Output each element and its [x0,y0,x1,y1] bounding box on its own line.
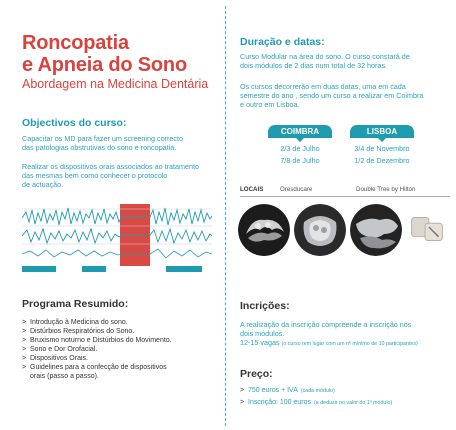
program-item-text: Introdução à Medicina do sono. [30,319,128,326]
venues-rule [240,196,450,197]
coimbra-date-1: 2/3 de Julho [280,144,320,153]
duration-paragraph [240,52,452,70]
price-item [240,386,452,396]
session-city-coimbra: COIMBRA [268,125,332,138]
program-list [22,318,222,381]
program-item-text: orais (passo a passo). [30,373,99,380]
chevron-right-icon: > [22,319,27,326]
lisboa-date-2: 1/2 de Dezembro [354,156,410,165]
objectives-p2-line-1: Realizar os dispositivos orais associados ao tratamento [22,162,199,171]
coimbra-date-2: 7/8 de Julho [280,156,320,165]
chevron-right-icon: > [22,364,27,371]
vacancies-line [240,338,452,349]
waveform-trace-middle [22,229,212,243]
program-item [22,336,222,345]
price-main: Inscrição: 100 euros [248,399,312,406]
objectives-p1-line-1: Capacitar os MD para fazer um screening correcto [22,134,183,143]
price-heading: Preço: [240,368,273,380]
program-heading: Programa Resumido: [22,298,129,310]
objectives-p2-line-2: das mesmas bem como conhecer o protocolo [22,171,168,180]
dental-model-photo-1 [238,204,290,256]
courses-line-1: Os cursos decorrerão em duas datas, uma em cada [240,82,406,91]
sleep-waveform-illustration [22,204,212,274]
chevron-right-icon: > [240,399,245,406]
registration-paragraph [240,320,452,349]
objectives-p1-line-2: das patologias obstrutivas do sono e roncopatia. [22,143,177,152]
dental-model-photo-2 [294,204,346,256]
objectives-paragraph-2 [22,162,222,189]
duration-heading: Duração e datas: [240,36,325,48]
program-item [22,327,222,336]
venue-lisboa: Double Tree by Hilton [356,186,416,193]
waveform-trace-top [22,208,212,225]
program-item-text: Bruxismo noturno e Distúrbios do Movimento. [30,337,172,344]
registration-line-2: dois módulos. [240,329,285,338]
courses-line-3: e outro em Lisboa. [240,100,300,109]
event-bar-3 [166,266,202,272]
oral-appliance-photo [402,204,452,254]
registration-heading: Incrições: [240,300,290,312]
title-line-2: e Apneia do Sono [22,54,187,76]
program-item [22,354,222,363]
courses-line-2: semestre do ano , sendo um curso a realizar em Coimbra [240,91,424,100]
chevron-right-icon: > [22,346,27,353]
program-item-text: Sono e Dor Orofacial. [30,346,98,353]
vacancies-note: (o curso tem lugar com um nº mínimo de 10 participantes) [281,341,418,347]
course-title [22,32,222,76]
price-note: (a deduzir no valor do 1º módulo) [314,400,393,406]
lisboa-date-1: 3/4 de Novembro [354,144,410,153]
price-main: 750 euros + IVA [248,387,298,394]
course-subtitle: Abordagem na Medicina Dentária [22,77,209,91]
price-note: (cada módulo) [300,388,335,394]
objectives-paragraph-1 [22,134,222,152]
column-divider [225,6,226,426]
price-item [240,398,452,408]
duration-line-2: dois módulos de 2 dias num total de 32 horas. [240,61,388,70]
registration-line-1: A realização da inscrição compreende a inscrição nos [240,320,412,329]
program-item-text: Guidelines para a confecção de dispositivos [30,364,167,371]
program-item-text: Dispositivos Orais. [30,355,88,362]
venues-label: LOCAIS [240,186,264,193]
chevron-right-icon: > [240,387,245,394]
chevron-right-icon: > [22,337,27,344]
program-item [22,345,222,354]
event-bar-1 [22,266,56,272]
program-item-text: Distúrbios Respiratórios do Sono. [30,328,135,335]
program-item [22,372,222,381]
session-city-lisboa: LISBOA [350,125,414,138]
vacancies-count: 12-15 vagas [240,338,280,347]
price-list [240,386,452,410]
objectives-heading: Objectivos do curso: [22,117,127,129]
chevron-right-icon: > [22,328,27,335]
waveform-trace-bottom [22,249,212,258]
venue-coimbra: Oresducare [280,186,313,193]
objectives-p2-line-3: de actuação. [22,180,64,189]
program-item [22,363,222,372]
title-line-1: Roncopatia [22,32,129,54]
courses-paragraph [240,82,452,109]
event-bar-2 [82,266,106,272]
duration-line-1: Curso Modular na área do sono. O curso constará de [240,52,410,61]
program-item [22,318,222,327]
dental-model-photo-3 [350,204,402,256]
chevron-right-icon: > [22,355,27,362]
